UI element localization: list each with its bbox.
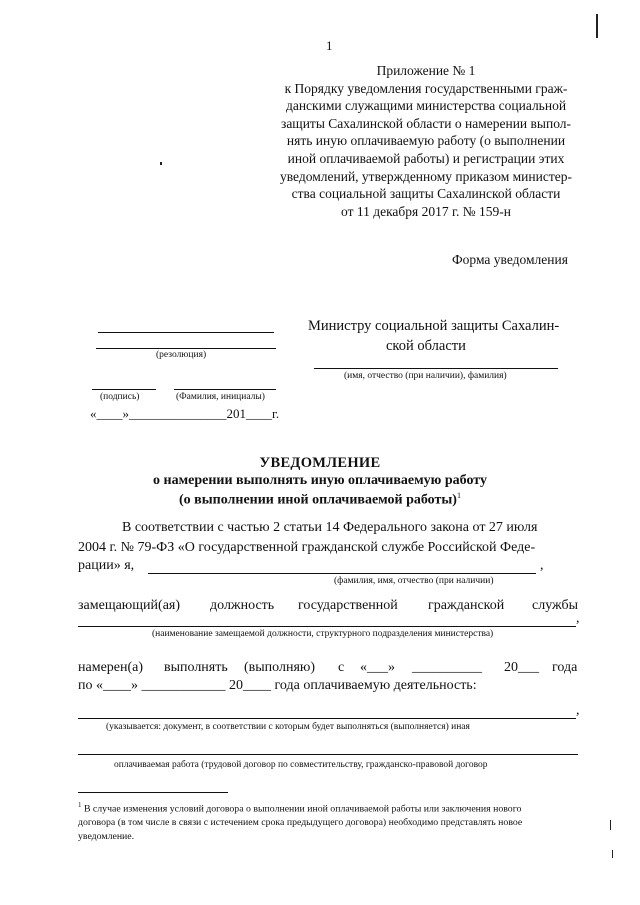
footnote-block — [78, 798, 598, 844]
intend-word: намерен(а) — [78, 660, 144, 675]
resolution-line-2[interactable] — [96, 348, 276, 349]
footnote-separator — [78, 792, 228, 793]
para1-line3-end: , — [540, 558, 544, 573]
appendix-line: нять иную оплачиваемую работу (о выполнении — [286, 133, 566, 149]
fio-caption: (фамилия, имя, отчество (при наличии) — [334, 576, 494, 586]
intend-line-2[interactable]: по «____» ____________ 20____ года оплачиваемую деятельность: — [78, 678, 477, 693]
footnote-ref: 1 — [456, 491, 461, 500]
document-caption: (указывается: документ, в соответствии с которым будет выполняться (выполняется) иная — [106, 722, 470, 732]
document-input-line[interactable] — [78, 718, 576, 719]
addressee-line-2: ской области — [386, 338, 466, 354]
replacing-word: гражданской — [428, 598, 505, 613]
doc-subtitle-1: о намерении выполнять иную оплачиваемую работу — [153, 473, 487, 488]
appendix-title: Приложение № 1 — [376, 63, 476, 78]
para1-line3-start: рации» я, — [78, 558, 135, 573]
intend-date-day[interactable]: «___» — [360, 660, 395, 675]
work-input-line[interactable] — [78, 754, 578, 755]
doc-subtitle-2: (о выполнении иной оплачиваемой работы) — [179, 492, 457, 508]
position-input-line[interactable] — [78, 626, 576, 627]
name-initials-label: (Фамилия, инициалы) — [176, 392, 265, 402]
page-number: 1 — [326, 38, 333, 53]
addressee-line-1: Министру социальной защиты Сахалин- — [308, 318, 560, 334]
intend-date-year[interactable]: 20___ — [504, 660, 539, 675]
doc-title: УВЕДОМЛЕНИЕ — [259, 455, 381, 471]
signature-line[interactable] — [92, 389, 156, 390]
replacing-word: замещающий(ая) — [78, 598, 181, 613]
scan-mark-dot-left — [160, 162, 162, 165]
scan-mark-top-right — [596, 14, 598, 38]
position-comma: , — [576, 611, 580, 626]
footnote-text-3: уведомление. — [78, 831, 135, 843]
appendix-line: иной оплачиваемой работы) и регистрации этих — [287, 150, 565, 166]
name-initials-line[interactable] — [174, 389, 276, 390]
addressee-caption: (имя, отчество (при наличии), фамилия) — [344, 371, 507, 381]
intend-word: выполнять — [164, 660, 228, 675]
resolution-line-1[interactable] — [98, 332, 274, 333]
position-caption: (наименование замещаемой должности, структурного подразделения министерства) — [152, 629, 494, 639]
appendix-line: уведомлений, утвержденному приказом министер- — [280, 168, 572, 184]
footnote-text-1: В случае изменения условий договора о выполнении иной оплачиваемой работы или заключения нового — [83, 803, 522, 815]
form-label: Форма уведомления — [452, 252, 568, 267]
footnote-text-2: договора (в том числе в связи с истечением срока предыдущего договора) необходимо представлять новое — [78, 817, 523, 829]
replacing-word: службы — [532, 598, 579, 613]
para1-line2: 2004 г. № 79-ФЗ «О государственной гражданской службе Российской Феде- — [78, 540, 536, 555]
footnote-number: 1 — [78, 801, 82, 809]
footnote-line-1 — [78, 798, 598, 816]
para1-line1: В соответствии с частью 2 статьи 14 Федерального закона от 27 июля — [122, 520, 538, 535]
replacing-word: должность — [210, 598, 275, 613]
work-caption: оплачиваемая работа (трудовой договор по совместительству, гражданско-правовой договор — [114, 760, 488, 770]
scan-mark-right-1 — [610, 820, 611, 830]
appendix-line: к Порядку уведомления государственными граж- — [284, 80, 568, 96]
replacing-word: государственной — [298, 598, 398, 613]
appendix-line: данскими служащими министерства социальной — [285, 98, 567, 114]
signature-label: (подпись) — [100, 392, 140, 402]
appendix-line: защиты Сахалинской области о намерении выпол- — [280, 115, 571, 131]
appendix-line: ства социальной защиты Сахалинской области — [291, 186, 561, 202]
intend-date-month[interactable]: __________ — [412, 660, 482, 675]
scan-mark-right-2 — [612, 850, 613, 858]
resolution-label: (резолюция) — [156, 350, 207, 360]
intend-word: года — [552, 660, 578, 675]
appendix-block — [252, 62, 600, 220]
doc-subtitle-2-wrap — [0, 491, 640, 509]
intend-word: (выполняю) — [244, 660, 316, 675]
document-comma: , — [576, 703, 580, 718]
intend-word: с — [338, 660, 345, 675]
appendix-line: от 11 декабря 2017 г. № 159-н — [341, 203, 511, 219]
addressee-name-line[interactable] — [314, 368, 558, 369]
date-line[interactable]: «____»_______________201____г. — [90, 406, 280, 421]
fio-input-line[interactable] — [148, 573, 536, 574]
